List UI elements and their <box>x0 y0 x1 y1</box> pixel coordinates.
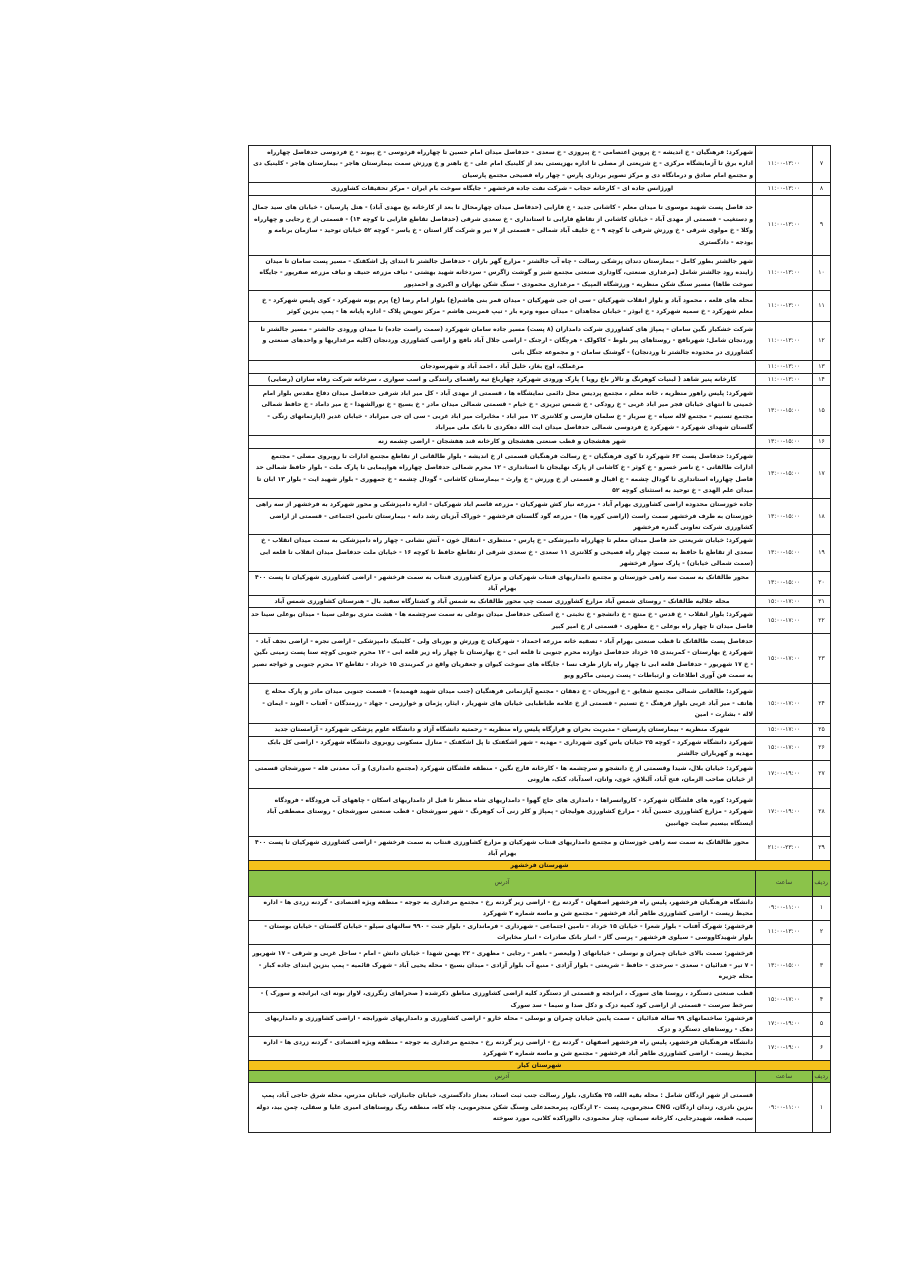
table-row <box>249 836 831 860</box>
row-number: ۵ <box>813 1012 831 1036</box>
table-row <box>249 499 831 535</box>
outage-time: ۱۱:۰۰-۱۳:۰۰ <box>756 195 813 255</box>
column-header-row <box>249 1070 831 1083</box>
outage-time: ۱۷:۰۰-۱۹:۰۰ <box>756 1012 813 1036</box>
table-row <box>249 896 831 920</box>
outage-time: ۱۱:۰۰-۱۳:۰۰ <box>756 255 813 291</box>
outage-address: فرخشهر: سمت بالای خیابان چمران و نوسلی - خیابانهای ( ولیعصر - باهنر - رجایی - مطهری - ۲۲ بهمن شهدا - خیابان دانش - امام - ساحل غربی و شرقی - ۱۷ شهریور - ۷ تیر - فدائیان - سعدی - سرحدی - حافظ - شریعتی - بلوار آزادی - منبع آب بلوار آزادی - میدان بسیج - محله یحیی آباد - شهرک قائمیه - پمپ بنزین ابتدای جاده کبار - محله جزیره <box>249 944 756 987</box>
outage-address: شهرکرد: خیابان شریعتی حد فاصل میدان معلم تا چهارراه دامپزشکی - خ پارس - منتظری - انتقال خون - آتش نشانی - چهار راه دامپزشکی به سمت میدان انقلاب - خ سعدی از تقاطع با حافظ به سمت چهار راه فصیحی و کلانتری ۱۱ سعدی - خ سعدی شرقی از تقاطع حافظ تا کوچه ۱۶ - خیابان ملت حدفاصل میدان انقلاب تا قلعه ابی (سمت شمالی خیابان) - پارک سوار فرخشهر <box>249 534 756 571</box>
outage-time: ۱۱:۰۰-۱۳:۰۰ <box>756 361 813 374</box>
row-number: ۱ <box>813 1083 831 1133</box>
section-title: شهرستان کیار <box>249 1060 831 1070</box>
row-number: ۱۷ <box>813 449 831 499</box>
row-number: ۱ <box>813 896 831 920</box>
outage-address: شهرکرد دانشگاه شهرکرد - کوچه ۲۵ خیابان یاس کوی شهرداری - مهدیه - شهر اشکفتک تا پل اشکفتک - منازل مسکونی روبروی دانشگاه شهرکرد - اراضی کل بابک مهدیه و کهرباران جالشتر <box>249 736 756 760</box>
outage-time: ۱۱:۰۰-۱۳:۰۰ <box>756 322 813 361</box>
table-row <box>249 724 831 737</box>
header-time: ساعت <box>756 870 813 896</box>
outage-address: فرخشهر: ساختمانهای ۹۹ ساله فدائیان - سمت پایین خیابان چمران و نوسلی - محله خارو - اراضی کشاورزی و دامداریهای شورابجه - اراضی کشاورزی و دامداریهای دهک - روستاهای دستگرد و دزک <box>249 1012 756 1036</box>
row-number: ۴ <box>813 987 831 1012</box>
outage-time: ۱۳:۰۰-۱۵:۰۰ <box>756 436 813 449</box>
outage-address: محور طالقانک به سمت سه راهی خوزستان و مجتمع دامداریهای قنتاب شهرکیان و مزارع کشاورزی قنتاب به سمت فرخشهر - اراضی کشاورزی شهرکیان تا پست ۴۰۰ بهرام آباد <box>249 836 756 860</box>
outage-time: ۱۳:۰۰-۱۵:۰۰ <box>756 534 813 571</box>
outage-time: ۰۹:۰۰-۱۱:۰۰ <box>756 896 813 920</box>
outage-address: محله جلالیه طالقانک - روستای شمس آباد مزارع کشاورزی سمت چپ محور طالقانک به شمس آباد و کشتارگاه سفید بال - هنرستان کشاورزی شمس آباد <box>249 595 756 608</box>
table-row <box>249 534 831 571</box>
outage-address: حدفاصل پست طالقانک تا قطب صنعتی بهرام آباد - تصفیه خانه مزرعه احمداد - شهرکیان خ ورزش و بوربای ولی - کلینیک دامپزشکی - اراضی نجره - اراضی نجف آباد - شهرکرد خ بهارستان - کمربندی ۱۵ خرداد حدفاصل دوازده محرم جنوبی تا قلعه ابی - خ بهارستان تا چهار راه زیر قلعه ابی - ۱۲ محرم جنوبی کوچه سنا پست زمینی نگین - خ ۱۷ شهریور - حدفاصل قلعه ابی تا چهار راه بازار طرف نسا - جایگاه های سوخت کیوان و جعفریان واقع در کمربندی ۱۵ خرداد - تقاطع ۱۲ محرم جنوبی و خواجه نصیر به سمت فن آوری اطلاعات و ارتباطات - پست زمینی ماکرو ویو <box>249 634 756 684</box>
row-number: ۹ <box>813 195 831 255</box>
table-row <box>249 987 831 1012</box>
table-row <box>249 195 831 255</box>
header-row-number: ردیف <box>813 870 831 896</box>
outage-time: ۱۱:۰۰-۱۳:۰۰ <box>756 373 813 386</box>
row-number: ۱۴ <box>813 373 831 386</box>
table-row <box>249 373 831 386</box>
outage-time: ۱۵:۰۰-۱۷:۰۰ <box>756 634 813 684</box>
row-number: ۶ <box>813 1036 831 1060</box>
row-number: ۲۵ <box>813 724 831 737</box>
outage-time: ۱۱:۰۰-۱۳:۰۰ <box>756 291 813 322</box>
table-row <box>249 1036 831 1060</box>
table-row <box>249 322 831 361</box>
outage-time: ۱۵:۰۰-۱۷:۰۰ <box>756 595 813 608</box>
row-number: ۲۷ <box>813 760 831 788</box>
table-row <box>249 436 831 449</box>
table-row <box>249 634 831 684</box>
header-address: آدرس <box>249 870 756 896</box>
outage-time: ۱۵:۰۰-۱۷:۰۰ <box>756 987 813 1012</box>
outage-address: اورژانس جاده ای - کارخانه حجاب - شرکت نفت جاده فرخشهر - جایگاه سوخت بام ایران - مرکز تحقیقات کشاورزی <box>249 183 756 196</box>
table-row <box>249 736 831 760</box>
outage-address: قسمتی از شهر اردگان شامل : محله بقیه الله، ۲۵ هکتاری، بلوار رسالت جنب ثبت اسناد، بعداز دادگستری، خیابان جانبازان، خیابان مدرس، محله شرق حاجی آباد، پمپ بنزین نادری، زندان اردگان، CNG منجرمویی، پست ۲۰ اردگان، پیرمحمدعلی وسنگ شکن منجرمویی، چاه کاه، منطقه ریگ روستاهای امیری علیا و سفلی، چمن بید، دوله سیب، قطعه، شهیدرجایی، کارخانه سیمان، چنار محمودی، دالوراکده کلانی، مورد سوخته <box>249 1083 756 1133</box>
table-row <box>249 386 831 436</box>
outage-time: ۲۱:۰۰-۲۳:۰۰ <box>756 836 813 860</box>
outage-address: محله های قلعه ، محمود آباد و بلوار انقلاب شهرکیان - سی ان جی شهرکیان - میدان قمر بنی هاشم(ع) بلوار امام رضا (ع) پرم پونه شهرکرد - کوی پلیس شهرکرد - خ معلم شهرکرد - خ سمیه شهرکرد - خ ابوذر - خیابان مجاهدان - میدان میوه وتره بار - تیپ قمربنی هاشم - مرکز تعویض پلاک - اداره پایانه ها - پمپ بنزین کوثر <box>249 291 756 322</box>
outage-time: ۱۳:۰۰-۱۵:۰۰ <box>756 571 813 595</box>
outage-time: ۱۱:۰۰-۱۳:۰۰ <box>756 183 813 196</box>
outage-address: شهرکرد: بلوار انقلاب - خ قدس - خ منتج - خ دانشجو - خ نخبتی - خ استکی حدفاصل میدان بوعلی به سمت سرچشمه ها - هشت متری بوعلی سینا - میدان بوعلی سینا حد فاصل میدان تا چهار راه بوعلی - خ مطهری - قسمتی از خ امیر کبیر <box>249 608 756 634</box>
outage-address: دانشگاه فرهنگیان فرخشهر، پلیس راه فرخشهر اصفهان - گردنه رخ - اراضی زیر گردنه رخ - مجتمع مرغداری به جوجه - منطقه ویژه اقتصادی - گردنه زردی ها - اداره محیط زیست - اراضی کشاورزی طاهر آباد فرخشهر - مجتمع شن و ماسه شماره ۲ شهرکرد <box>249 896 756 920</box>
row-number: ۱۲ <box>813 322 831 361</box>
row-number: ۲۱ <box>813 595 831 608</box>
row-number: ۲۲ <box>813 608 831 634</box>
table-row <box>249 760 831 788</box>
outage-time: ۱۷:۰۰-۱۹:۰۰ <box>756 1036 813 1060</box>
header-row-number: ردیف <box>813 1070 831 1083</box>
outage-address: شهرکرد: خیابان بلال، شیدا وقسمتی از خ دانشجو و سرچشمه ها - کارخانه فارج نگین - منطقه فلشگان شهرکرد (مجتمع دامداری) و آب معدنی قله - سورشجان قسمتی از خیابان صاحب الزمان، فتح آباد، آلبلاق، خوی، وانان، اسدآباد، کنک، هارونی <box>249 760 756 788</box>
table-row <box>249 944 831 987</box>
table-row <box>249 595 831 608</box>
row-number: ۱۶ <box>813 436 831 449</box>
row-number: ۲۹ <box>813 836 831 860</box>
outage-time: ۱۷:۰۰-۱۹:۰۰ <box>756 788 813 836</box>
outage-address: شهرکرد: طالقانی شمالی مجتمع شقایق - خ ابوریحان - خ دهقان - مجتمع آپارتمانی فرهنگیان (جنب میدان شهید فهمیده) - قسمت جنوبی میدان مادر و پارک محله خ هاتف - میر آباد غربی بلوار فرهنگ - خ تسنیم - قسمتی از خ علامه طباطبایی خیابان های شهریار ، ایثار، پژمان و خوارزمی - جهاد - رزمندگان - آفتاب - الوند - ایمان - لاله - بشارت - امین <box>249 684 756 724</box>
row-number: ۱۹ <box>813 534 831 571</box>
table-row <box>249 361 831 374</box>
outage-time: ۱۳:۰۰-۱۵:۰۰ <box>756 386 813 436</box>
outage-address: محور طالقانک به سمت سه راهی خوزستان و مجتمع دامداریهای قنتاب شهرکیان و مزارع کشاورزی قنتاب به سمت فرخشهر - اراضی کشاورزی شهرکیان تا پست ۴۰۰ بهرام آباد <box>249 571 756 595</box>
outage-address: شهرکرد: پلیس راهور منظریه ، خانه معلم ، مجتمع پردیس محل دائمی نمایشگاه ها ، قسمتی از مهدی آباد - کل میر اباد شرقی حدفاصل میدان دفاع مقدس بلوار امام خمینی تا انتهای خیابان فجر میر اباد غربی - خ رودکی - خ شمس تبریزی - خ خیام - قسمتی شمالی میدان مادر - خ بسیج - خ نورالشهدا - خ میر داماد - خ حافظ شمالی مجتمع تسنیم - مجتمع لاله سیاه - خ سرباز - خ سلمان فارسی و کلانتری ۱۲ میر اباد - مخابرات میر اباد غربی - سی ان جی میراباد - خیابان غدیر (اپارتمانهای زنگی - گلستان شهدای شهرکرد - شهرکرد خ فردوسی شمالی حدفاصل میدان ایت الله دهکردی تا بانک ملی میراباد <box>249 386 756 436</box>
outage-address: کارخانه پنیر شاهد ( لبنیات کوهرنگ و تالار باغ رویا ) پارک ورودی شهرکرد چهارباغ تیه راهنمای رانندگی و اسب سواری ، سرخانه شرکت رفاه سازان (رضایی) <box>249 373 756 386</box>
table-row <box>249 1012 831 1036</box>
outage-time: ۱۵:۰۰-۱۷:۰۰ <box>756 684 813 724</box>
outage-time: ۱۳:۰۰-۱۵:۰۰ <box>756 499 813 535</box>
outage-address: شهر جالشتر بطور کامل - بیمارستان دندان پزشکی رسالت - چاه آب جالشتر - مزارع گهر باران - حدفاصل جالشتر تا ابتدای پل اشکفتک - مسیر پست سامان تا میدان زاینده رود جالشتر شامل (مرغداری صنعتی، گاوداری صنعتی مجتمع شیر و گوشت زاگرس - سردخانه شهید بهشتی - نیاف مزرعه حنیف و نیاف مزرعه صفرپور - جایگاه سوخت طاها) مسیر سنگ شکن منظریه - ورزشگاه المپیک - مرغداری محمودی - سنگ شکن بهاران و اکبری و احمدپور <box>249 255 756 291</box>
column-header-row <box>249 870 831 896</box>
outage-time: ۱۳:۰۰-۱۵:۰۰ <box>756 449 813 499</box>
section-title-row <box>249 860 831 870</box>
outage-address: فرخشهر: شهرک آفتاب - بلوار شعرا - خیابان ۱۵ خرداد - تامین اجتماعی - شهرداری - فرمانداری - بلوار جنت - ۹۹۰ سالنهای سیلو - خیابان گلستان - خیابان بوستان - بلوار شهیدکاووسی - سیلوی فرخشهر - پرسی گاز - انبار بانک صادرات - انبار مخابرات <box>249 920 756 944</box>
row-number: ۸ <box>813 183 831 196</box>
table-row <box>249 920 831 944</box>
outage-time: ۱۱:۰۰-۱۳:۰۰ <box>756 920 813 944</box>
row-number: ۳ <box>813 944 831 987</box>
table-row <box>249 571 831 595</box>
outage-address: دانشگاه فرهنگیان فرخشهر، پلیس راه فرخشهر اصفهان - گردنه رخ - اراضی زیر گردنه رخ - مجتمع مرغداری به جوجه - منطقه ویژه اقتصادی - گردنه زردی ها - اداره محیط زیست - اراضی کشاورزی طاهر آباد فرخشهر - مجتمع شن و ماسه شماره ۲ شهرکرد <box>249 1036 756 1060</box>
row-number: ۷ <box>813 146 831 183</box>
outage-time: ۰۹:۰۰-۱۱:۰۰ <box>756 1083 813 1133</box>
outage-address: مرغملک، اوج بغاز، خلیل آباد ، احمد آباد و شهرسودجان <box>249 361 756 374</box>
table-row <box>249 449 831 499</box>
outage-address: شرکت خشکبار نگین سامان - پمپاژ های کشاورزی شرکت دامداران (۸ پست) مسیر جاده سامان شهرکرد (سمت راست جاده) تا میدان ورودی جالشتر - مسیر جالشتر تا وردنجان شامل: شهرنافچ - روستاهای پیر بلوط - کاکولک - هرچگان - ارجنک - اراضی جلال آباد نافچ و اراضی کشاورزی وردنجان (کلیه مرغداریها و واحدهای صنعتی و کشاورزی در محدوده جالشتر تا وردنجان) - گوشتک سامان - و مجموعه جنگل بانی <box>249 322 756 361</box>
outage-time: ۱۳:۰۰-۱۵:۰۰ <box>756 944 813 987</box>
section-title-row <box>249 1060 831 1070</box>
row-number: ۲ <box>813 920 831 944</box>
outage-address: جاده خوزستان محدوده اراضی کشاورزی بهرام آباد - مزرعه نیاز کش شهرکیان - مزرعه قاسم اباد شهرکیان - اداره دامپزشکی و محور شهرکرد به فرخشهر از سه راهی خوزستان به طرف فرخشهر سمت راست (اراضی کوره ها) - مزرعه گود گلستان فرخشهر - خوراک آبزیان رشد دانه - بیمارستان تامین اجتماعی - قسمتی از اراضی کشاورزی شرکت تعاونی گندره فرخشهر <box>249 499 756 535</box>
outage-time: ۱۷:۰۰-۱۹:۰۰ <box>756 760 813 788</box>
table-row <box>249 1083 831 1133</box>
header-address: آدرس <box>249 1070 756 1083</box>
table-row <box>249 608 831 634</box>
table-row <box>249 183 831 196</box>
table-row <box>249 788 831 836</box>
outage-address: شهرک منظریه - بیمارستان پارسیان - مدیریت بحران و قرارگاه پلیس راه منظریه - رحمتیه دانشگاه آزاد و دانشگاه علوم پزشکی شهرکرد - آرامستان جدید <box>249 724 756 737</box>
outage-address: شهرکرد: فرهنگیان - خ اندیشه - خ پروین اعتصامی - خ پیروزی - خ سعدی - حدفاصل میدان امام حسین تا چهارراه فردوسی - خ پیوند - خ فردوسی حدفاصل چهارراه اداره برق تا آزمایشگاه مرکزی - خ شریعتی از مصلی تا اداره بهزیستی بعد از کلینیک امام علی - خ باهنر و خ ورزش سمت بیمارستان هاجر - بیمارستان هاجر - کلینیک دی و مجتمع امام صادق و درمانگاه دی و مرکز تصویر برداری پارس - چهار راه فصیحی مجتمع پارسیان <box>249 146 756 183</box>
row-number: ۲۸ <box>813 788 831 836</box>
table-row <box>249 146 831 183</box>
outage-address: شهرکرد: کوره های فلشگان شهرکرد - کاروانسراها - دامداری های حاج گهوا - دامداریهای شاه منظر تا قبل از دامداریهای اسکان - چاههای آب فرودگاه - فرودگاه شهرکرد - مزارع کشاورزی حسین آباد - مزارع کشاورزی هولیجان - پمپاژ و کلر زنی آب کوهرنگ - شهر سورشجان - قطب صنعتی سورشجان - روستای مصطفی آباد ایستگاه بیسیم سایت جهانبین <box>249 788 756 836</box>
row-number: ۱۸ <box>813 499 831 535</box>
outage-address: شهر هفشجان و قطب صنعتی هفشجان و کارخانه قند هفشجان - اراضی چشمه زنه <box>249 436 756 449</box>
table-row <box>249 291 831 322</box>
outage-schedule-document <box>248 145 831 1133</box>
row-number: ۱۵ <box>813 386 831 436</box>
outage-time: ۱۵:۰۰-۱۷:۰۰ <box>756 608 813 634</box>
section-title: شهرستان فرخشهر <box>249 860 831 870</box>
row-number: ۱۳ <box>813 361 831 374</box>
outage-time: ۱۵:۰۰-۱۷:۰۰ <box>756 724 813 737</box>
table-row <box>249 255 831 291</box>
row-number: ۲۶ <box>813 736 831 760</box>
outage-address: قطب صنعتی دستگرد ، روستا های سورک ، ابرانجه و قسمتی از دستگرد کلیه اراضی کشاورزی مناطق ذکرشده ( صحراهای زنگرزی، لاواز بونه ای، ابرانجه و سورک ) - سرخط سرست - قسمتی از اراضی کود کمپه دزک و دکل صدا و سیما - سد سورک <box>249 987 756 1012</box>
row-number: ۲۳ <box>813 634 831 684</box>
header-time: ساعت <box>756 1070 813 1083</box>
outage-time: ۱۱:۰۰-۱۳:۰۰ <box>756 146 813 183</box>
row-number: ۲۰ <box>813 571 831 595</box>
schedule-table <box>248 145 831 1133</box>
row-number: ۱۱ <box>813 291 831 322</box>
row-number: ۲۴ <box>813 684 831 724</box>
outage-time: ۱۵:۰۰-۱۷:۰۰ <box>756 736 813 760</box>
outage-address: شهرکرد: حدفاصل پست ۶۳ شهرکرد تا کوی فرهنگیان - خ رسالت فرهنگیان قسمتی از خ اندیشه - بلوار طالقانی از تقاطع مجتمع ادارات تا روبروی مصلی - مجتمع ادارات طالقانی - خ ناصر خسرو - خ کوثر - خ کاشانی از پارک نهلیجان تا استانداری - ۱۲ محرم شمالی حدفاصل چهارراه هواپیمایی تا پارک ملت - بلوار حافظ شمالی حد فاصل چهارراه استانداری تا گودال چشمه - خ اقبال و قسمتی از خ ورزش - خ وارث - بیمارستان کاشانی - گودال چشمه - خ جمهوری - بلوار شهید ایت - بلوار ۱۳ ابان تا میدان علم الهدی - خ توحید به استثنای کوچه ۵۲ <box>249 449 756 499</box>
row-number: ۱۰ <box>813 255 831 291</box>
table-row <box>249 684 831 724</box>
outage-address: حد فاصل پست شهید موسوی تا میدان معلم - کاشانی جدید - خ فارابی (حدفاصل میدان چهارمحال تا بعد از کارخانه یخ مهدی آباد) - هتل پارسیان - خیابان های سید جمال و دستغیب - قسمتی از مهدی آباد - خیابان کاشانی از تقاطع فارابی تا استانداری - خ سعدی شرقی (حدفاصل تقاطع فارابی تا کوچه ۱۴) - قسمتی از خ رجایی و چهارراه وکلا - خ مولوی شرقی - خ ورزش شرقی تا کوچه ۹ - خ خلیف آباد شمالی - قسمتی از ۷ تیر و شرکت گاز استان - خ یاسر - کوچه ۵۲ خیابان توحید - سازمان برنامه و بودجه - دادگستری <box>249 195 756 255</box>
